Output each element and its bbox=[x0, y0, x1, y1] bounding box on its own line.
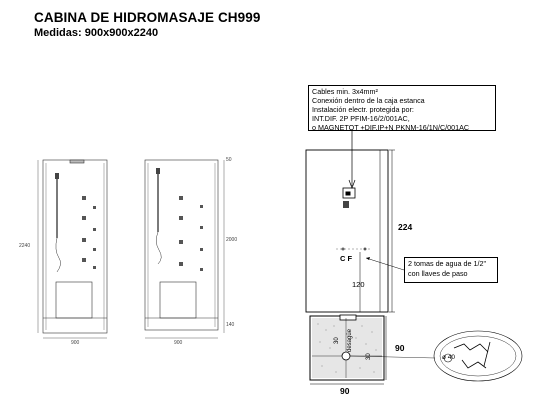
side-base-label: 140 bbox=[226, 322, 235, 328]
water-note bbox=[404, 257, 498, 283]
drain-offset-a: 30 bbox=[334, 337, 340, 344]
front-height-label: 2240 bbox=[19, 243, 31, 249]
taps-label: C F bbox=[340, 254, 353, 263]
floor-width-label: 90 bbox=[340, 386, 350, 396]
note-line: Instalación electr. protegida por: bbox=[312, 105, 414, 114]
note-line: o MAGNETOT +DIF.IP+N PKNM-16/1N/C/001AC bbox=[312, 123, 470, 132]
taps-height-label: 120 bbox=[352, 280, 365, 289]
water-line: con llaves de paso bbox=[408, 268, 468, 278]
drain-label: desagüe bbox=[347, 328, 353, 352]
note-line: Cables min. 3x4mm² bbox=[312, 87, 378, 96]
note-line: INT.DIF. 2P PFIM-16/2/001AC, bbox=[312, 114, 410, 123]
side-jets bbox=[179, 196, 203, 271]
side-view bbox=[145, 160, 224, 338]
note-line: Conexión dentro de la caja estanca bbox=[312, 96, 425, 105]
floor-depth-label: 90 bbox=[395, 343, 405, 353]
drain-diameter-label: ø 40 bbox=[442, 354, 456, 361]
total-height-label: 224 bbox=[398, 222, 413, 232]
side-top-label: 50 bbox=[226, 157, 232, 163]
install-floor bbox=[310, 315, 435, 384]
page-subtitle: Medidas: 900x900x2240 bbox=[34, 27, 159, 39]
side-height-label: 2000 bbox=[226, 237, 238, 243]
front-jets bbox=[82, 196, 96, 269]
side-width-label: 900 bbox=[174, 340, 183, 346]
front-view bbox=[38, 160, 107, 338]
page-title: CABINA DE HIDROMASAJE CH999 bbox=[34, 10, 261, 25]
water-line: 2 tomas de agua de 1/2" bbox=[408, 259, 487, 268]
electrical-note bbox=[308, 85, 496, 131]
drain-offset-b: 30 bbox=[366, 353, 372, 360]
front-width-label: 900 bbox=[71, 340, 80, 346]
